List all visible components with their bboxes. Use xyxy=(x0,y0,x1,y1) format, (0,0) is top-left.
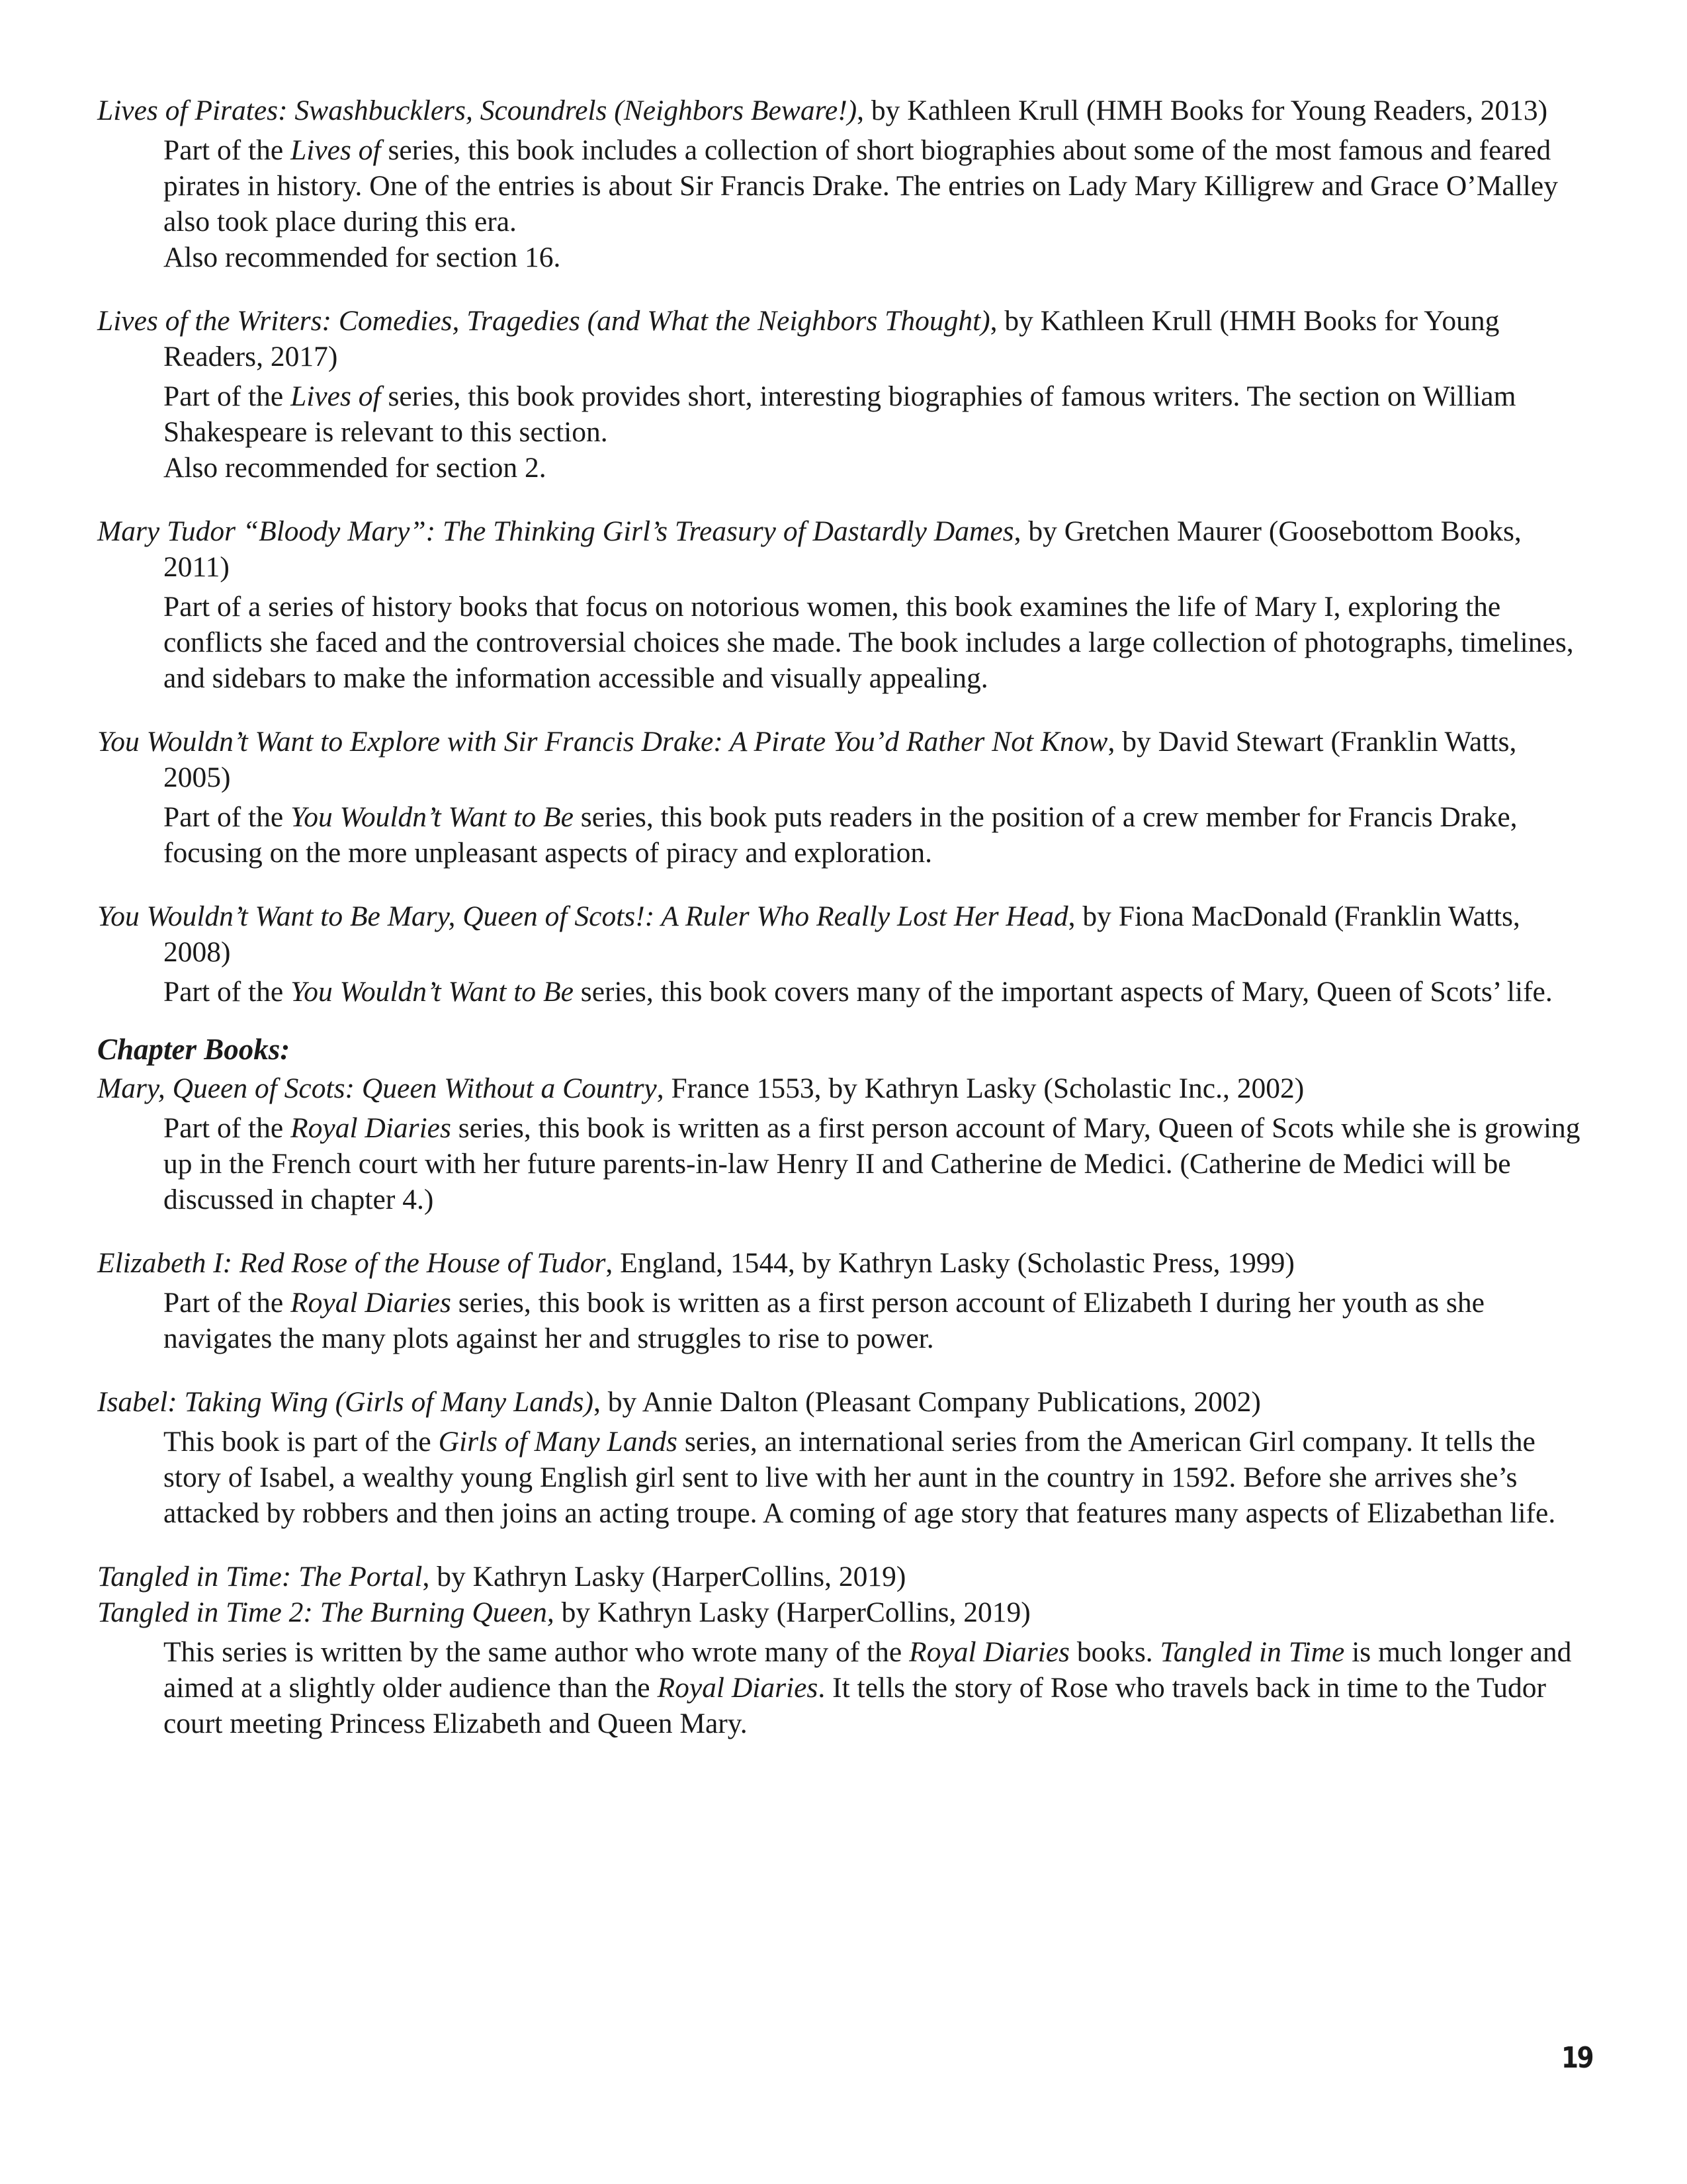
series-name: Lives of xyxy=(290,380,381,412)
publication-info: , by David Stewart (Franklin Watts, 2005) xyxy=(163,726,1517,793)
book-title: You Wouldn’t Want to Be Mary, Queen of Scots!: A Ruler Who Really Lost Her Head xyxy=(97,900,1068,932)
publication-info: , France 1553, by Kathryn Lasky (Scholastic Inc., 2002) xyxy=(656,1072,1305,1104)
description-text: series, this book includes a collection of short biographies about some of the most famous and feared pirates in history. One of the entries is about Sir Francis Drake. The entries on Lady Mary Killigrew and Grace O’Malley also took place during this era. xyxy=(163,134,1558,238)
book-title: Tangled in Time: The Portal xyxy=(97,1561,423,1593)
book-title: Elizabeth I: Red Rose of the House of Tudor xyxy=(97,1247,606,1279)
book-title: Mary, Queen of Scots: Queen Without a Country xyxy=(97,1072,657,1104)
publication-info: , by Kathleen Krull (HMH Books for Young Readers, 2013) xyxy=(857,95,1548,126)
book-entry xyxy=(97,93,1589,275)
description-text: Part of the xyxy=(163,1112,291,1144)
description-text: Part of the xyxy=(163,976,291,1008)
book-entry xyxy=(97,1245,1589,1356)
book-title: Lives of the Writers: Comedies, Tragedies (and What the Neighbors Thought) xyxy=(97,305,990,337)
book-entry xyxy=(97,724,1589,871)
description xyxy=(163,1285,1589,1356)
also-recommended: Also recommended for section 16. xyxy=(163,241,561,273)
citation xyxy=(97,513,1589,585)
citation xyxy=(97,898,1589,970)
citation xyxy=(97,1245,1589,1281)
description-text: is much longer and aimed at a slightly older audience than the xyxy=(163,1636,1572,1704)
document-page xyxy=(97,93,1589,1741)
book-entry xyxy=(97,1070,1589,1217)
description xyxy=(163,1424,1589,1531)
publication-info: , by Annie Dalton (Pleasant Company Publications, 2002) xyxy=(593,1386,1261,1418)
citation xyxy=(97,1559,1589,1594)
series-name: You Wouldn’t Want to Be xyxy=(290,976,574,1008)
book-title: Lives of Pirates: Swashbucklers, Scoundrels (Neighbors Beware!) xyxy=(97,95,857,126)
series-name: Girls of Many Lands xyxy=(438,1426,677,1458)
description-text: Part of the xyxy=(163,801,291,833)
description xyxy=(163,974,1589,1010)
description-text: series, this book puts readers in the position of a crew member for Francis Drake, focusing on the more unpleasant aspects of piracy and exploration. xyxy=(163,801,1518,869)
description-text: . It tells the story of Rose who travels back in time to the Tudor court meeting Princess Elizabeth and Queen Mary. xyxy=(163,1672,1547,1739)
series-name: You Wouldn’t Want to Be xyxy=(290,801,574,833)
description-text: books. xyxy=(1069,1636,1160,1668)
series-name: Tangled in Time xyxy=(1160,1636,1345,1668)
citation xyxy=(97,1384,1589,1420)
book-title: Mary Tudor “Bloody Mary”: The Thinking Girl’s Treasury of Dastardly Dames xyxy=(97,515,1014,547)
description-text: series, this book is written as a first person account of Mary, Queen of Scots while she is growing up in the French court with her future parents-in-law Henry II and Catherine de Medici. (Catherine de Medici will be discussed in chapter 4.) xyxy=(163,1112,1580,1215)
publication-info: , by Fiona MacDonald (Franklin Watts, 2008) xyxy=(163,900,1520,968)
citation xyxy=(97,1594,1589,1630)
book-title: Tangled in Time 2: The Burning Queen, xyxy=(97,1596,554,1628)
book-entry xyxy=(97,1559,1589,1741)
citation xyxy=(97,1070,1589,1106)
description xyxy=(163,132,1589,275)
description-text: series, an international series from the American Girl company. It tells the story of Isabel, a wealthy young English girl sent to live with her aunt in the country in 1592. Before she arrives she’s attacked by robbers and then joins an acting troupe. A coming of age story that features many aspects of Elizabethan life. xyxy=(163,1426,1556,1529)
publication-info: , England, 1544, by Kathryn Lasky (Scholastic Press, 1999) xyxy=(605,1247,1295,1279)
description-text: series, this book is written as a first person account of Elizabeth I during her youth as she navigates the many plots against her and struggles to rise to power. xyxy=(163,1287,1485,1354)
citation xyxy=(97,303,1589,374)
book-title: You Wouldn’t Want to Explore with Sir Francis Drake: A Pirate You’d Rather Not Know xyxy=(97,726,1108,758)
description xyxy=(163,1110,1589,1217)
description-text: Part of the xyxy=(163,134,291,166)
description-text: Part of the xyxy=(163,1287,291,1319)
book-entry xyxy=(97,513,1589,696)
description xyxy=(163,799,1589,871)
publication-info: , by Gretchen Maurer (Goosebottom Books, 2011) xyxy=(163,515,1522,583)
book-title: Isabel: Taking Wing (Girls of Many Lands) xyxy=(97,1386,593,1418)
book-entry xyxy=(97,898,1589,1010)
series-name: Royal Diaries xyxy=(657,1672,818,1704)
section-heading: Chapter Books: xyxy=(97,1033,290,1066)
description xyxy=(163,1634,1589,1741)
citation xyxy=(97,93,1589,128)
series-name: Royal Diaries xyxy=(290,1112,451,1144)
series-name: Lives of xyxy=(290,134,381,166)
description xyxy=(163,378,1589,486)
description-text: This book is part of the xyxy=(163,1426,439,1458)
publication-info: by Kathryn Lasky (HarperCollins, 2019) xyxy=(554,1596,1031,1628)
book-entry xyxy=(97,303,1589,486)
citation xyxy=(97,724,1589,795)
description-text: series, this book provides short, interesting biographies of famous writers. The section on William Shakespeare is relevant to this section. xyxy=(163,380,1516,448)
also-recommended: Also recommended for section 2. xyxy=(163,452,546,484)
publication-info: , by Kathryn Lasky (HarperCollins, 2019) xyxy=(422,1561,906,1593)
description-text: series, this book covers many of the important aspects of Mary, Queen of Scots’ life. xyxy=(573,976,1553,1008)
description-text: This series is written by the same author who wrote many of the xyxy=(163,1636,910,1668)
book-entry xyxy=(97,1384,1589,1531)
page-number: 19 xyxy=(1561,2041,1592,2075)
description-text: Part of a series of history books that focus on notorious women, this book examines the life of Mary I, exploring the conflicts she faced and the controversial choices she made. The book includes a large collection of photographs, timelines, and sidebars to make the information accessible and visually appealing. xyxy=(163,591,1574,694)
description-text: Part of the xyxy=(163,380,291,412)
description xyxy=(163,589,1589,696)
series-name: Royal Diaries xyxy=(909,1636,1070,1668)
series-name: Royal Diaries xyxy=(290,1287,451,1319)
publication-info: , by Kathleen Krull (HMH Books for Young Readers, 2017) xyxy=(163,305,1500,372)
